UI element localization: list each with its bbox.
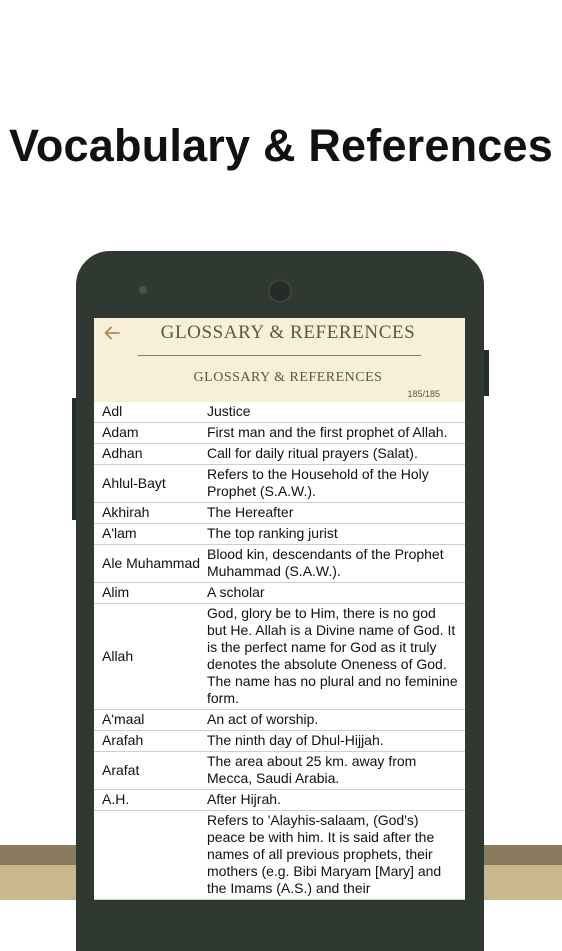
glossary-row[interactable] xyxy=(94,423,465,444)
glossary-definition: An act of worship. xyxy=(207,710,465,731)
glossary-term: A.H. xyxy=(94,790,207,811)
glossary-definition: The area about 25 km. away from Mecca, Saudi Arabia. xyxy=(207,752,465,790)
headline: Vocabulary & References xyxy=(8,120,553,171)
glossary-definition: First man and the first prophet of Allah. xyxy=(207,423,465,444)
glossary-definition: The Hereafter xyxy=(207,503,465,524)
phone-sensor xyxy=(139,286,147,294)
glossary-definition: The top ranking jurist xyxy=(207,524,465,545)
app-bar xyxy=(94,318,465,402)
glossary-definition: The ninth day of Dhul-Hijjah. xyxy=(207,731,465,752)
glossary-term: Akhirah xyxy=(94,503,207,524)
glossary-row[interactable] xyxy=(94,731,465,752)
glossary-definition: Call for daily ritual prayers (Salat). xyxy=(207,444,465,465)
glossary-term: Arafah xyxy=(94,731,207,752)
glossary-term: Adl xyxy=(94,402,207,423)
glossary-term: Ahlul-Bayt xyxy=(94,465,207,503)
glossary-definition: After Hijrah. xyxy=(207,790,465,811)
glossary-table xyxy=(94,402,465,900)
glossary-row[interactable] xyxy=(94,545,465,583)
glossary-term xyxy=(94,811,207,900)
phone-camera xyxy=(268,279,292,303)
glossary-term: Allah xyxy=(94,604,207,710)
glossary-row[interactable] xyxy=(94,583,465,604)
glossary-definition: Blood kin, descendants of the Prophet Muhammad (S.A.W.). xyxy=(207,545,465,583)
glossary-row[interactable] xyxy=(94,811,465,900)
glossary-row[interactable] xyxy=(94,752,465,790)
glossary-definition: God, glory be to Him, there is no god but He. Allah is a Divine name of God. It is the perfect name for God as it truly denotes the absolute Oneness of God. The name has no plural and no feminine form. xyxy=(207,604,465,710)
back-arrow-icon[interactable] xyxy=(101,324,123,346)
glossary-term: Adam xyxy=(94,423,207,444)
glossary-row[interactable] xyxy=(94,503,465,524)
title-divider xyxy=(138,355,421,356)
glossary-row[interactable] xyxy=(94,790,465,811)
glossary-row[interactable] xyxy=(94,604,465,710)
glossary-definition: A scholar xyxy=(207,583,465,604)
glossary-term: Alim xyxy=(94,583,207,604)
glossary-term: Arafat xyxy=(94,752,207,790)
glossary-row[interactable] xyxy=(94,402,465,423)
glossary-row[interactable] xyxy=(94,465,465,503)
glossary-term: A'maal xyxy=(94,710,207,731)
glossary-row[interactable] xyxy=(94,524,465,545)
glossary-term: Ale Muhammad xyxy=(94,545,207,583)
glossary-row[interactable] xyxy=(94,710,465,731)
app-title: GLOSSARY & REFERENCES xyxy=(160,322,416,343)
glossary-row[interactable] xyxy=(94,444,465,465)
glossary-term: A'lam xyxy=(94,524,207,545)
glossary-definition: Refers to the Household of the Holy Prophet (S.A.W.). xyxy=(207,465,465,503)
section-title: GLOSSARY & REFERENCES xyxy=(193,370,383,385)
glossary-definition: Refers to 'Alayhis-salaam, (God's) peace be with him. It is said after the names of all previous prophets, their mothers (e.g. Bibi Maryam [Mary] and the Imams (A.S.) and their xyxy=(207,811,465,900)
app-screen xyxy=(94,318,465,900)
arrow-left-icon xyxy=(103,324,121,342)
page-counter: 185/185 xyxy=(407,389,440,399)
glossary-term: Adhan xyxy=(94,444,207,465)
glossary-definition: Justice xyxy=(207,402,465,423)
